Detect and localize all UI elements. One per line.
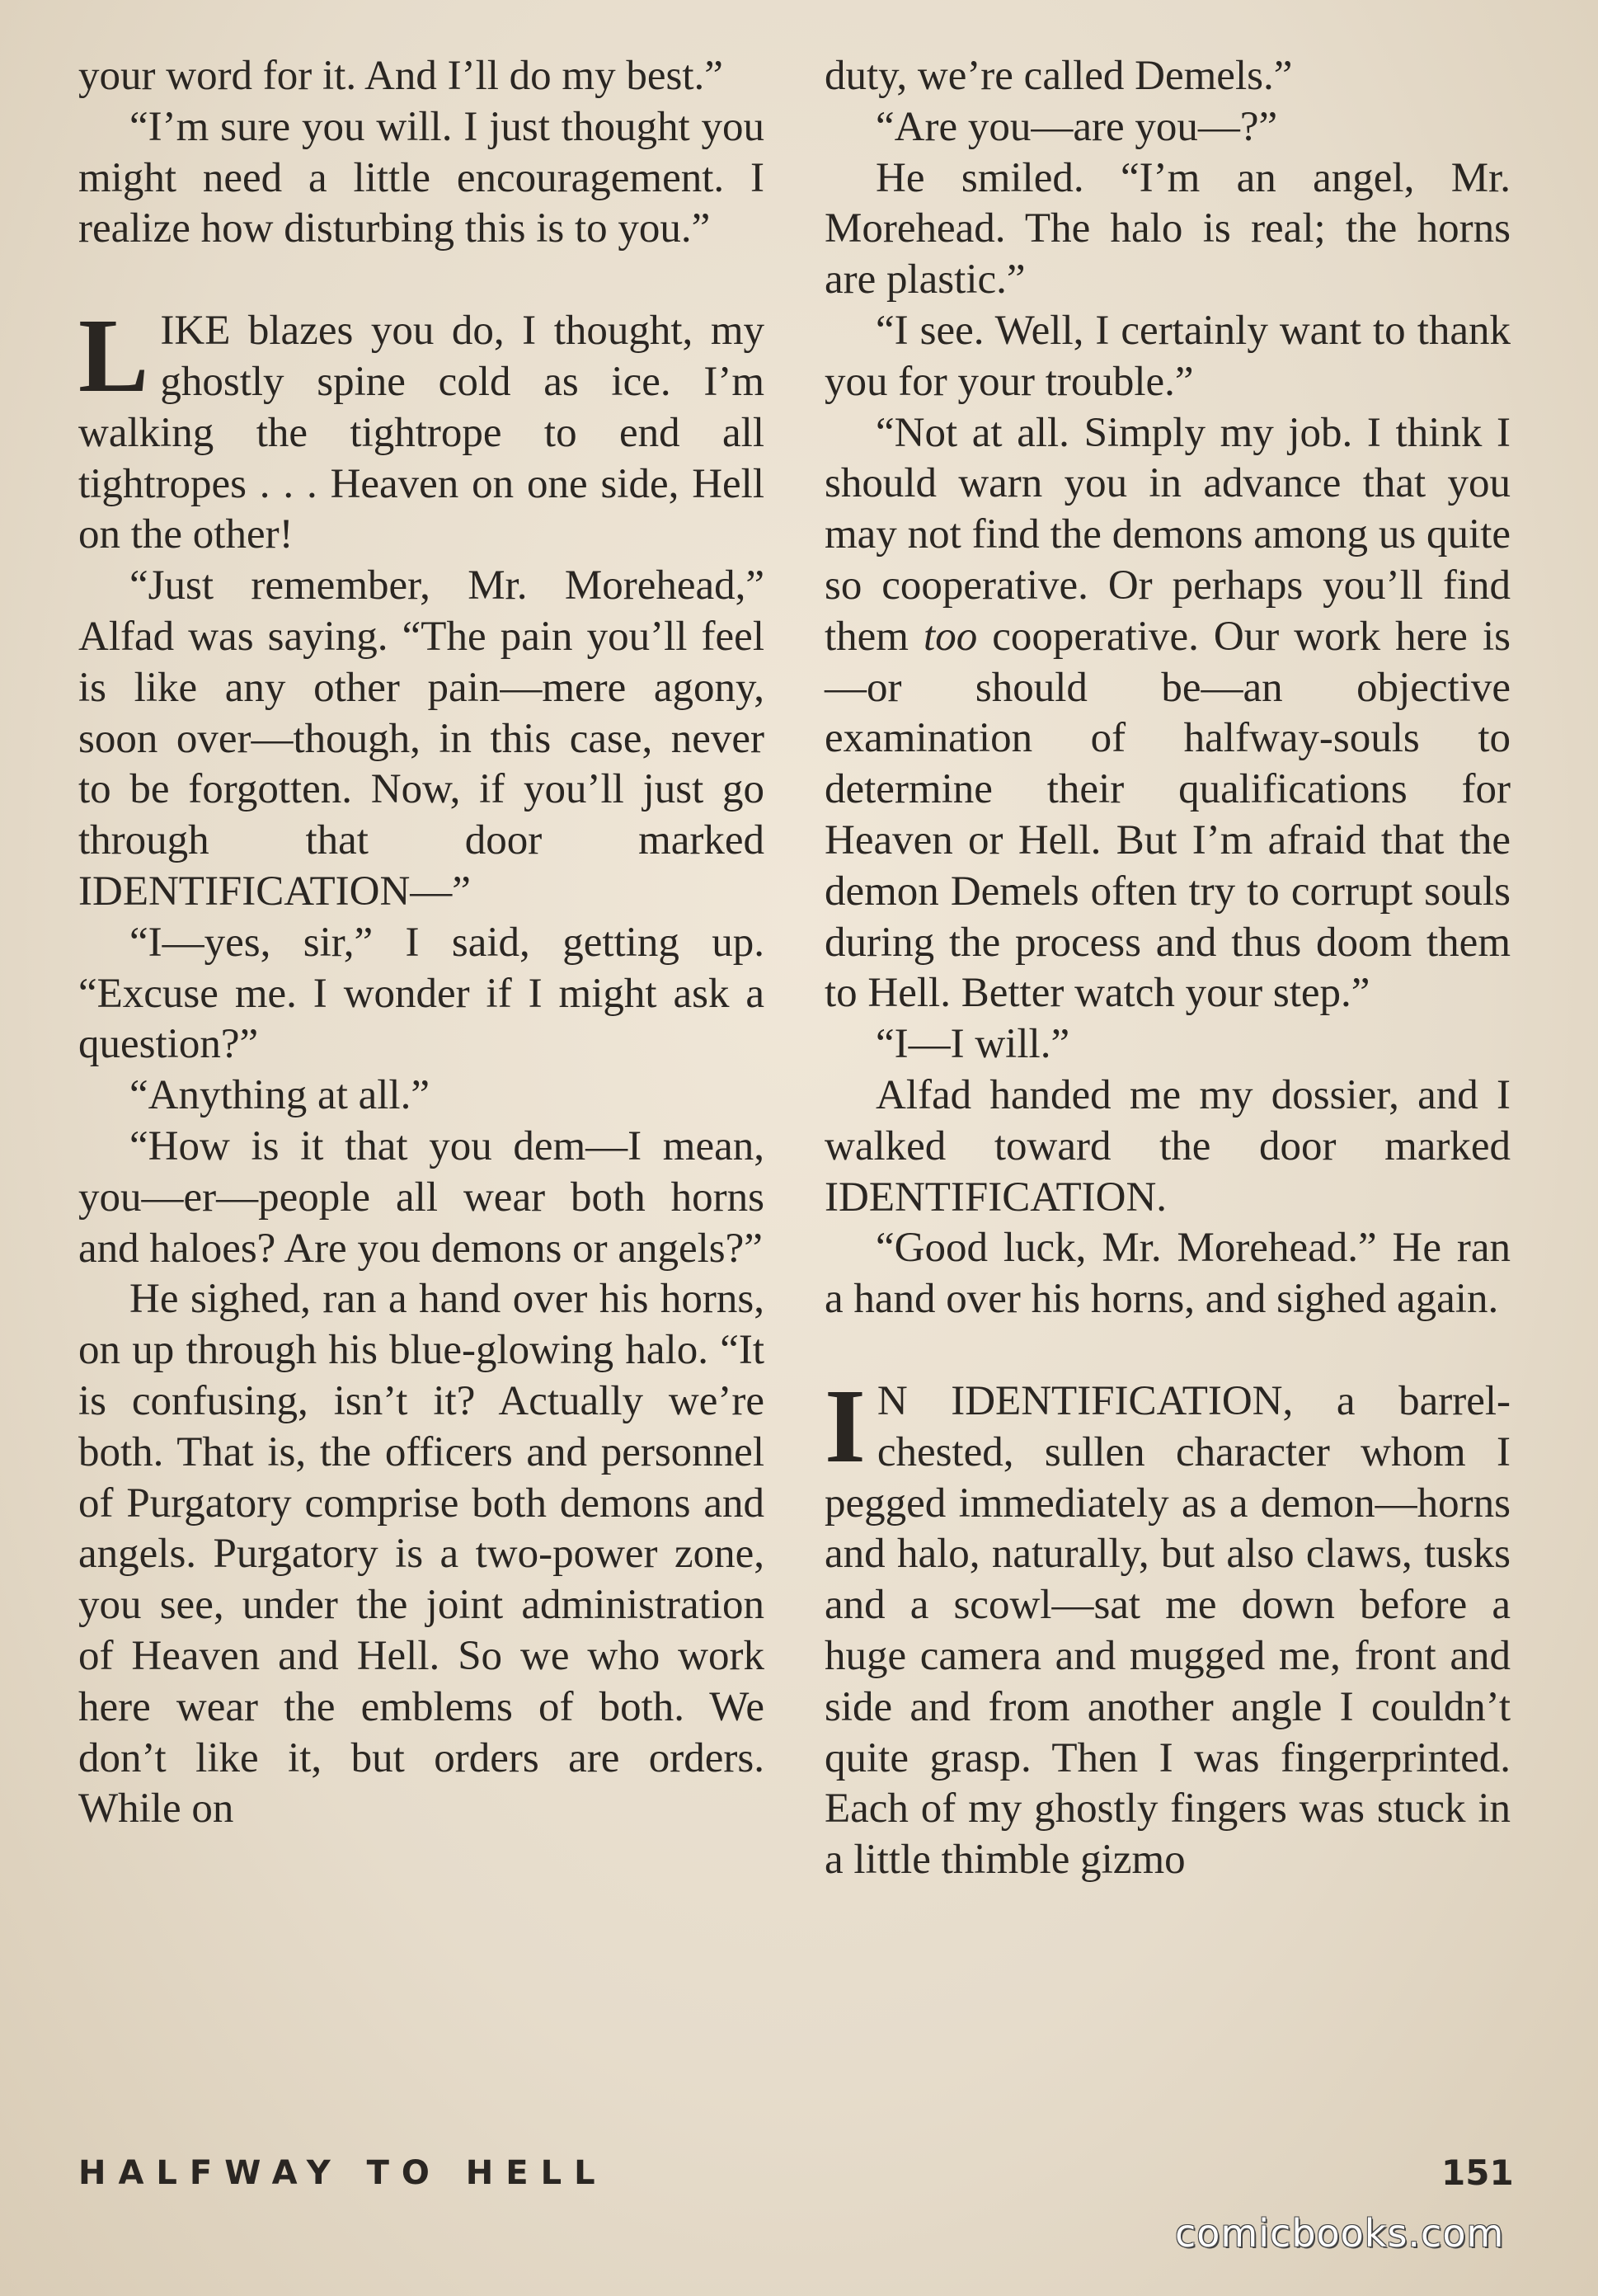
left-text-column	[78, 51, 764, 1835]
paragraph: “I—I will.”	[876, 1021, 1070, 1068]
paragraph	[825, 408, 1511, 1020]
paragraph: “I—yes, sir,” I said, getting up. “Excuse me. I wonder if I might ask a question?”	[78, 919, 764, 1068]
paragraph-text: “Not at all. Simply my job. I think I should warn you in advance that you may not find the demons among us quite so cooperative. Or perhaps you’ll find them	[825, 409, 1511, 660]
paragraph-text: cooperative. Our work here is—or should be—an objective examination of halfway-souls to determine their qualifications for Heaven or Hell. But I’m afraid that the demon Demels often try to corrupt souls during the process and thus doom them to Hell. Better watch your step.”	[825, 613, 1511, 1017]
paragraph: “I’m sure you will. I just thought you might need a little encouragement. I realize how disturbing this is to you.”	[78, 103, 764, 252]
drop-cap-letter: L	[78, 297, 149, 415]
section-break	[825, 1325, 1511, 1376]
paragraph: Alfad handed me my dossier, and I walked toward the door marked IDENTIFICATION.	[825, 1071, 1511, 1221]
paragraph: duty, we’re called Demels.”	[825, 53, 1293, 99]
paragraph: your word for it. And I’ll do my best.”	[78, 53, 723, 99]
paragraph: “I see. Well, I certainly want to thank you for your trouble.”	[825, 307, 1511, 405]
site-watermark: comicbooks.com	[1175, 2211, 1505, 2256]
paragraph: “How is it that you dem—I mean, you—er—people all wear both horns and haloes? Are you demons or angels?”	[78, 1122, 764, 1272]
right-text-column	[825, 51, 1511, 1886]
paragraph-text: N IDENTIFICATION, a barrel-chested, sullen character whom I pegged immediately as a demon—horns and halo, naturally, but also claws, tusks and a scowl—sat me down before a huge camera and mugged me, front and side and from another angle I couldn’t quite grasp. Then I was fingerprinted. Each of my ghostly fingers was stuck in a little thimble gizmo	[825, 1377, 1511, 1884]
emphasis-text: too	[924, 613, 978, 660]
page-number: 151	[1441, 2152, 1514, 2193]
paragraph: “Are you—are you—?”	[876, 103, 1278, 150]
paragraph: He smiled. “I’m an angel, Mr. Morehead. The halo is real; the horns are plastic.”	[825, 154, 1511, 303]
running-title: HALFWAY TO HELL	[78, 2154, 608, 2192]
paragraph-text: IKE blazes you do, I thought, my ghostly spine cold as ice. I’m walking the tightrope to end all tightropes . . . Heaven on one side, Hell on the other!	[78, 308, 764, 558]
paragraph: “Anything at all.”	[129, 1072, 430, 1119]
paragraph: He sighed, ran a hand over his horns, on up through his blue-glowing halo. “It is confusing, isn’t it? Actually we’re both. That is, the officers and personnel of Purgatory comprise both demons and angels. Purgatory is a two-power zone, you see, under the joint administration of Heaven and Hell. So we who work here wear the emblems of both. We don’t like it, but orders are orders. While on	[78, 1276, 764, 1833]
paragraph-dropcap	[825, 1367, 1511, 1886]
paragraph: “Just remember, Mr. Morehead,” Alfad was saying. “The pain you’ll feel is like any other pain—mere agony, soon over—though, in this case, never to be forgotten. Now, if you’ll just go through that door marked IDENTIFICATION—”	[78, 562, 764, 915]
paragraph: “Good luck, Mr. Morehead.” He ran a hand over his horns, and sighed again.	[825, 1225, 1511, 1323]
paragraph-dropcap	[78, 297, 764, 561]
drop-cap-letter: I	[825, 1367, 866, 1484]
section-break	[78, 255, 764, 306]
